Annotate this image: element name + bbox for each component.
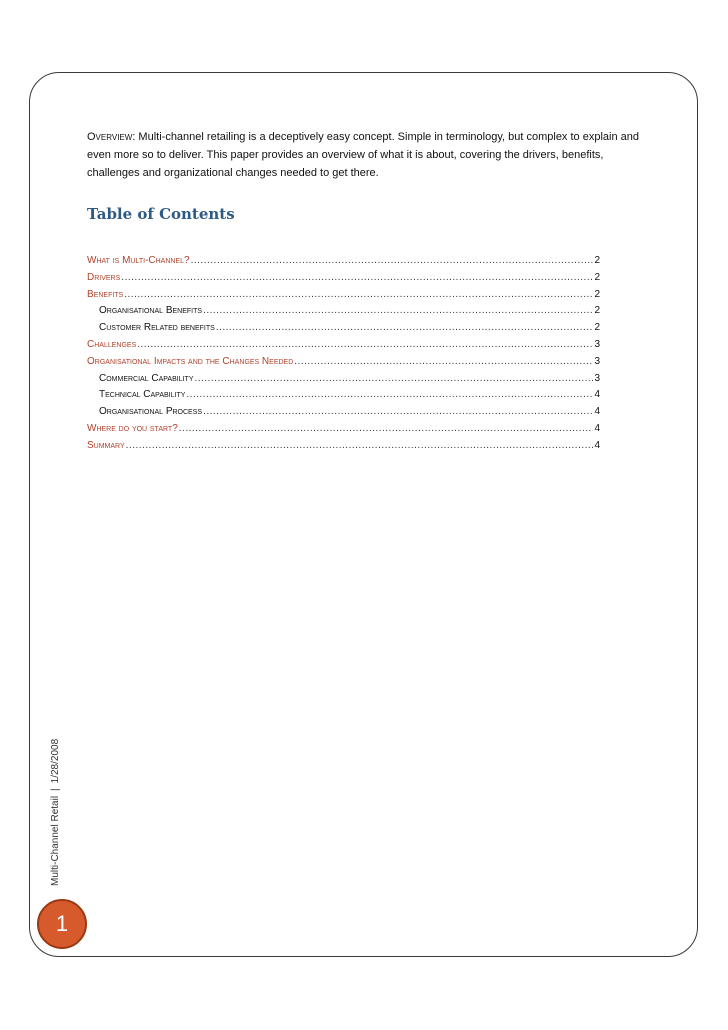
toc-title: Table of Contents (87, 205, 235, 223)
toc-entry-customer-related-benefits[interactable] (87, 320, 600, 337)
table-of-contents (87, 253, 600, 455)
toc-entry-page: 4 (594, 406, 600, 418)
toc-leader (195, 371, 594, 388)
toc-entry-page: 2 (594, 255, 600, 266)
page-number: 1 (55, 911, 69, 936)
toc-entry-label[interactable]: What is Multi-Channel? (87, 255, 190, 266)
toc-entry-technical-capability[interactable] (87, 387, 600, 404)
toc-entry-label[interactable]: Commercial Capability (99, 372, 194, 384)
toc-entry-label[interactable]: Customer Related benefits (99, 322, 215, 334)
toc-entry-page: 4 (594, 422, 600, 434)
toc-entry-organisational-impacts[interactable] (87, 354, 600, 371)
toc-entry-organisational-process[interactable] (87, 404, 600, 421)
toc-entry-label[interactable]: Technical Capability (99, 389, 186, 401)
toc-entry-label[interactable]: Organisational Benefits (99, 305, 203, 317)
document-date: 1/28/2008 (50, 738, 61, 784)
toc-entry-page: 4 (594, 389, 600, 401)
toc-entry-page: 2 (594, 322, 600, 334)
overview-text: Multi-channel retailing is a deceptively easy concept. Simple in terminology, but complex to explain and even more so to deliver. This paper provides an overview of what it is about, covering the drivers, benefits, challenges and organizational changes needed to get there. (87, 131, 639, 179)
toc-leader (203, 303, 593, 320)
toc-leader (126, 438, 594, 455)
toc-entry-label[interactable]: Summary (87, 439, 125, 451)
toc-leader (137, 337, 593, 354)
toc-entry-page: 3 (594, 338, 600, 350)
toc-entry-page: 4 (594, 439, 600, 451)
toc-leader (191, 253, 594, 270)
overview-heading: Overview: (87, 131, 136, 143)
toc-entry-drivers[interactable] (87, 270, 600, 287)
toc-entry-organisational-benefits[interactable] (87, 303, 600, 320)
toc-leader (121, 270, 593, 287)
toc-leader (186, 387, 593, 404)
toc-entry-label[interactable]: Drivers (87, 271, 121, 283)
toc-entry-label[interactable]: Challenges (87, 338, 137, 350)
toc-entry-benefits[interactable] (87, 287, 600, 304)
toc-entry-page: 2 (594, 271, 600, 283)
toc-entry-page: 2 (594, 288, 600, 300)
toc-entry-label[interactable]: Benefits (87, 288, 124, 300)
toc-entry-label[interactable]: Organisational Impacts and the Changes Needed (87, 355, 294, 367)
toc-entry-commercial-capability[interactable] (87, 371, 600, 388)
toc-entry-challenges[interactable] (87, 337, 600, 354)
toc-entry-page: 3 (594, 372, 600, 384)
toc-entry-page: 2 (594, 305, 600, 317)
toc-leader (203, 404, 593, 421)
toc-entry-label[interactable]: Where do you start? (87, 422, 178, 434)
separator: | (50, 788, 61, 791)
toc-entry-label[interactable]: Organisational Process (99, 406, 203, 418)
toc-leader (179, 421, 594, 438)
overview-paragraph (87, 128, 647, 182)
toc-entry-what-is-multi-channel[interactable] (87, 253, 600, 270)
toc-leader (124, 287, 593, 304)
page-number-badge (37, 899, 87, 949)
sidebar-footer-text (50, 739, 61, 886)
toc-entry-where-do-you-start[interactable] (87, 421, 600, 438)
toc-entry-summary[interactable] (87, 438, 600, 455)
toc-leader (216, 320, 594, 337)
document-title: Multi-Channel Retail (50, 795, 61, 886)
toc-leader (294, 354, 593, 371)
toc-entry-page: 3 (594, 355, 600, 367)
